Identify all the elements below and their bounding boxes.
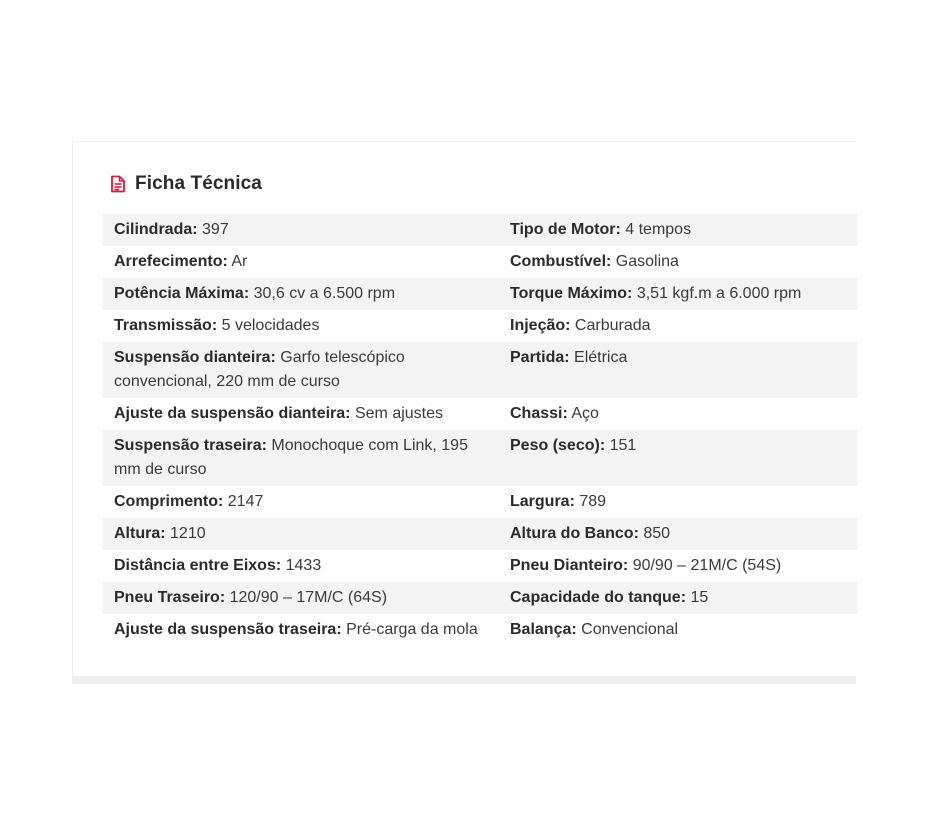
spec-value: 1433 (285, 557, 322, 574)
spec-label: Tipo de Motor: (510, 221, 621, 238)
spec-cell (103, 218, 499, 242)
spec-row (103, 246, 857, 278)
spec-label: Balança: (510, 621, 577, 638)
spec-label: Pneu Dianteiro: (510, 557, 629, 574)
spec-value: Gasolina (615, 253, 679, 270)
spec-label: Chassi: (510, 405, 568, 422)
spec-label: Partida: (510, 349, 570, 366)
spec-value: 2147 (227, 493, 264, 510)
spec-value: 5 velocidades (221, 317, 320, 334)
spec-row (103, 614, 857, 646)
spec-cell (499, 522, 857, 546)
spec-label: Comprimento: (114, 493, 224, 510)
spec-cell (103, 282, 499, 306)
spec-cell (499, 618, 857, 642)
spec-cell (103, 250, 499, 274)
spec-table (103, 214, 857, 646)
spec-label: Ajuste da suspensão traseira: (114, 621, 342, 638)
spec-value: 90/90 – 21M/C (54S) (632, 557, 782, 574)
spec-value: 15 (690, 589, 709, 606)
spec-cell (103, 314, 499, 338)
spec-value: Pré-carga da mola (346, 621, 478, 638)
spec-cell (499, 554, 857, 578)
card-bottom-border (72, 676, 856, 684)
spec-value: 120/90 – 17M/C (64S) (229, 589, 388, 606)
spec-cell (103, 402, 499, 426)
spec-cell (103, 554, 499, 578)
spec-cell (103, 618, 499, 642)
spec-cell (499, 586, 857, 610)
spec-value: 151 (609, 437, 637, 454)
spec-row (103, 486, 857, 518)
document-icon (110, 175, 126, 193)
spec-row (103, 398, 857, 430)
spec-row (103, 278, 857, 310)
spec-row (103, 518, 857, 550)
spec-label: Combustível: (510, 253, 612, 270)
spec-label: Altura: (114, 525, 166, 542)
spec-value: 397 (202, 221, 229, 238)
spec-label: Arrefecimento: (114, 253, 228, 270)
spec-label: Suspensão traseira: (114, 437, 267, 454)
spec-value: 3,51 kgf.m a 6.000 rpm (636, 285, 802, 302)
spec-label: Transmissão: (114, 317, 218, 334)
spec-label: Ajuste da suspensão dianteira: (114, 405, 351, 422)
spec-row (103, 550, 857, 582)
spec-value: Carburada (574, 317, 651, 334)
spec-cell (499, 314, 857, 338)
spec-value: 850 (643, 525, 671, 542)
spec-label: Distância entre Eixos: (114, 557, 282, 574)
spec-cell (499, 434, 857, 458)
spec-cell (103, 586, 499, 610)
spec-label: Torque Máximo: (510, 285, 633, 302)
spec-cell (499, 250, 857, 274)
spec-value: Ar (231, 253, 248, 270)
spec-cell (499, 402, 857, 426)
spec-label: Suspensão dianteira: (114, 349, 276, 366)
spec-label: Cilindrada: (114, 221, 198, 238)
card-title: Ficha Técnica (135, 173, 262, 194)
spec-label: Pneu Traseiro: (114, 589, 226, 606)
spec-label: Capacidade do tanque: (510, 589, 687, 606)
spec-cell (103, 522, 499, 546)
spec-value: 1210 (170, 525, 206, 542)
spec-cell (103, 434, 499, 482)
spec-value: 789 (579, 493, 607, 510)
spec-label: Injeção: (510, 317, 571, 334)
spec-row (103, 342, 857, 398)
spec-cell (499, 282, 857, 306)
spec-row (103, 310, 857, 342)
spec-label: Peso (seco): (510, 437, 606, 454)
spec-value: 30,6 cv a 6.500 rpm (253, 285, 396, 302)
spec-card (72, 141, 856, 684)
spec-cell (499, 346, 857, 370)
spec-value: Convencional (581, 621, 679, 638)
spec-label: Largura: (510, 493, 575, 510)
spec-label: Potência Máxima: (114, 285, 250, 302)
spec-cell (499, 490, 857, 514)
spec-cell (499, 218, 857, 242)
spec-value: 4 tempos (625, 221, 692, 238)
spec-cell (103, 346, 499, 394)
spec-row (103, 430, 857, 486)
spec-label: Altura do Banco: (510, 525, 639, 542)
spec-row (103, 214, 857, 246)
card-header (110, 173, 262, 195)
spec-value: Garfo telescópico convencional, 220 mm de curso (114, 349, 405, 390)
spec-value: Monochoque com Link, 195 mm de curso (114, 437, 468, 478)
spec-cell (103, 490, 499, 514)
spec-row (103, 582, 857, 614)
spec-value: Sem ajustes (354, 405, 444, 422)
spec-value: Elétrica (574, 349, 628, 366)
spec-value: Aço (571, 405, 599, 422)
